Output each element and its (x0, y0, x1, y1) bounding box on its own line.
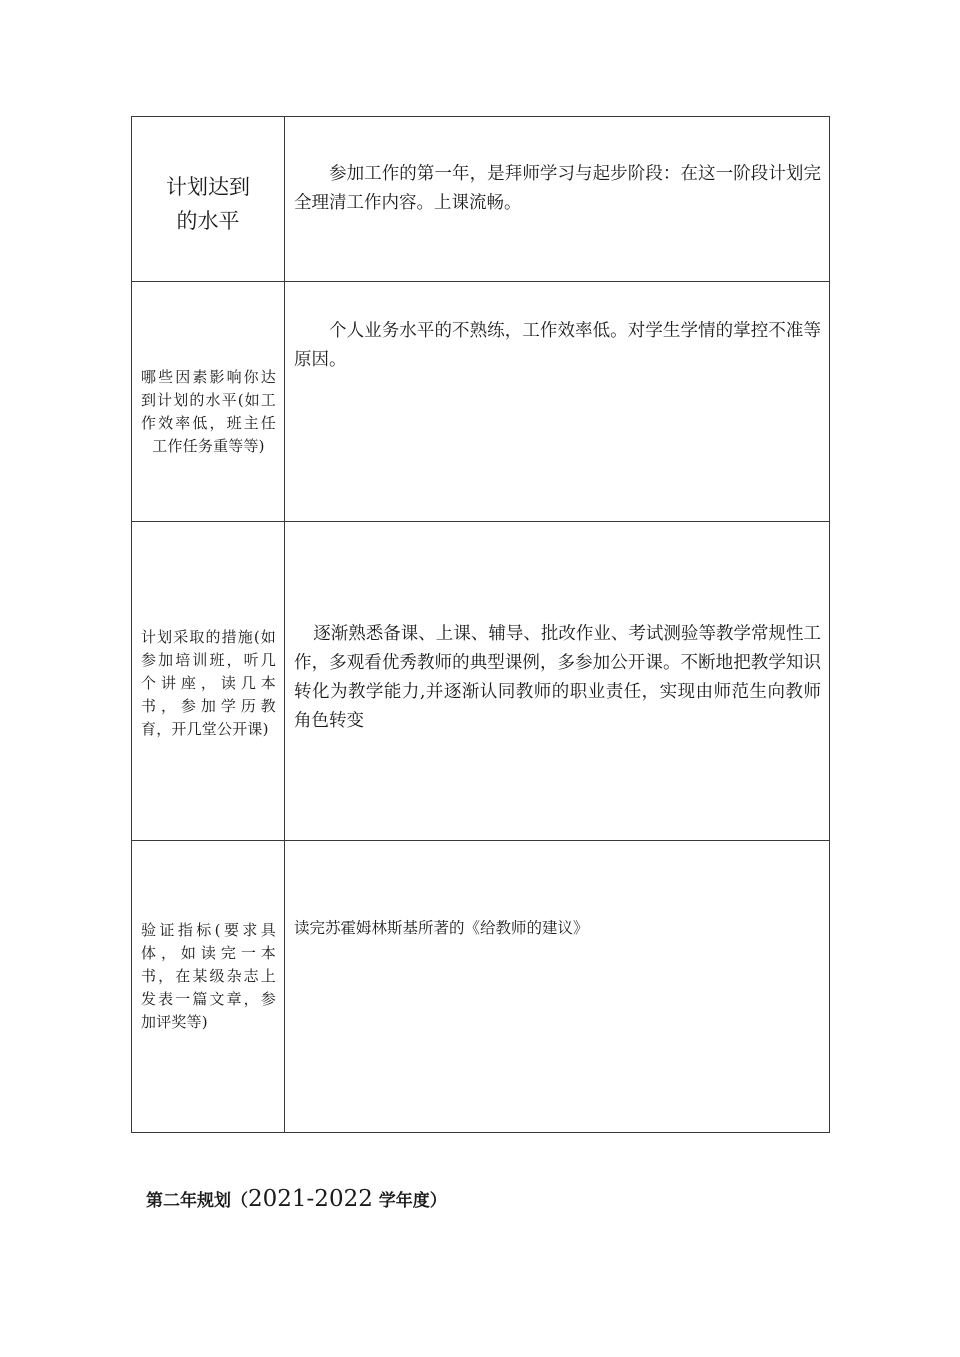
row-label-cell (132, 282, 285, 522)
row-label: 计划采取的措施(如参加培训班，听几个讲座，读几本书，参加学历教育，开几堂公开课) (141, 627, 276, 738)
row-label: 哪些因素影响你达到计划的水平(如工作效率低，班主任工作任务重等等) (141, 367, 276, 455)
row-label-cell (132, 117, 285, 282)
label-line: 计划达到 (166, 175, 250, 199)
label-line: 的水平 (176, 209, 240, 233)
row-label: 验证指标(要求具体，如读完一本书，在某级杂志上发表一篇文章，参加评奖等) (141, 921, 276, 1031)
table-row (132, 841, 830, 1133)
row-content: 逐渐熟悉备课、上课、辅导、批改作业、考试测验等教学常规性工作，多观看优秀教师的典型课例，多参加公开课。不断地把教学知识转化为教学能力,并逐渐认同教师的职业责任，实现由师范生向教师角色转变 (294, 624, 821, 731)
row-content: 个人业务水平的不熟练，工作效率低。对学生学情的掌控不准等原因。 (294, 321, 821, 370)
row-content: 读完苏霍姆林斯基所著的《给教师的建议》 (294, 919, 589, 937)
row-label-cell (132, 841, 285, 1133)
row-label-cell (132, 522, 285, 841)
plan-table (131, 116, 830, 1133)
table-row (132, 117, 830, 282)
row-content-cell (285, 282, 830, 522)
section-title-suffix: 学年度） (372, 1191, 447, 1211)
section-title (146, 1186, 447, 1212)
row-content: 参加工作的第一年，是拜师学习与起步阶段：在这一阶段计划完全理清工作内容。上课流畅。 (294, 164, 821, 213)
row-content-cell (285, 117, 830, 282)
row-label (132, 170, 284, 238)
section-title-years: 2021-2022 (248, 1186, 373, 1212)
table-row (132, 522, 830, 841)
section-title-prefix: 第二年规划（ (146, 1191, 248, 1211)
table-row (132, 282, 830, 522)
row-content-cell (285, 522, 830, 841)
row-content-cell (285, 841, 830, 1133)
